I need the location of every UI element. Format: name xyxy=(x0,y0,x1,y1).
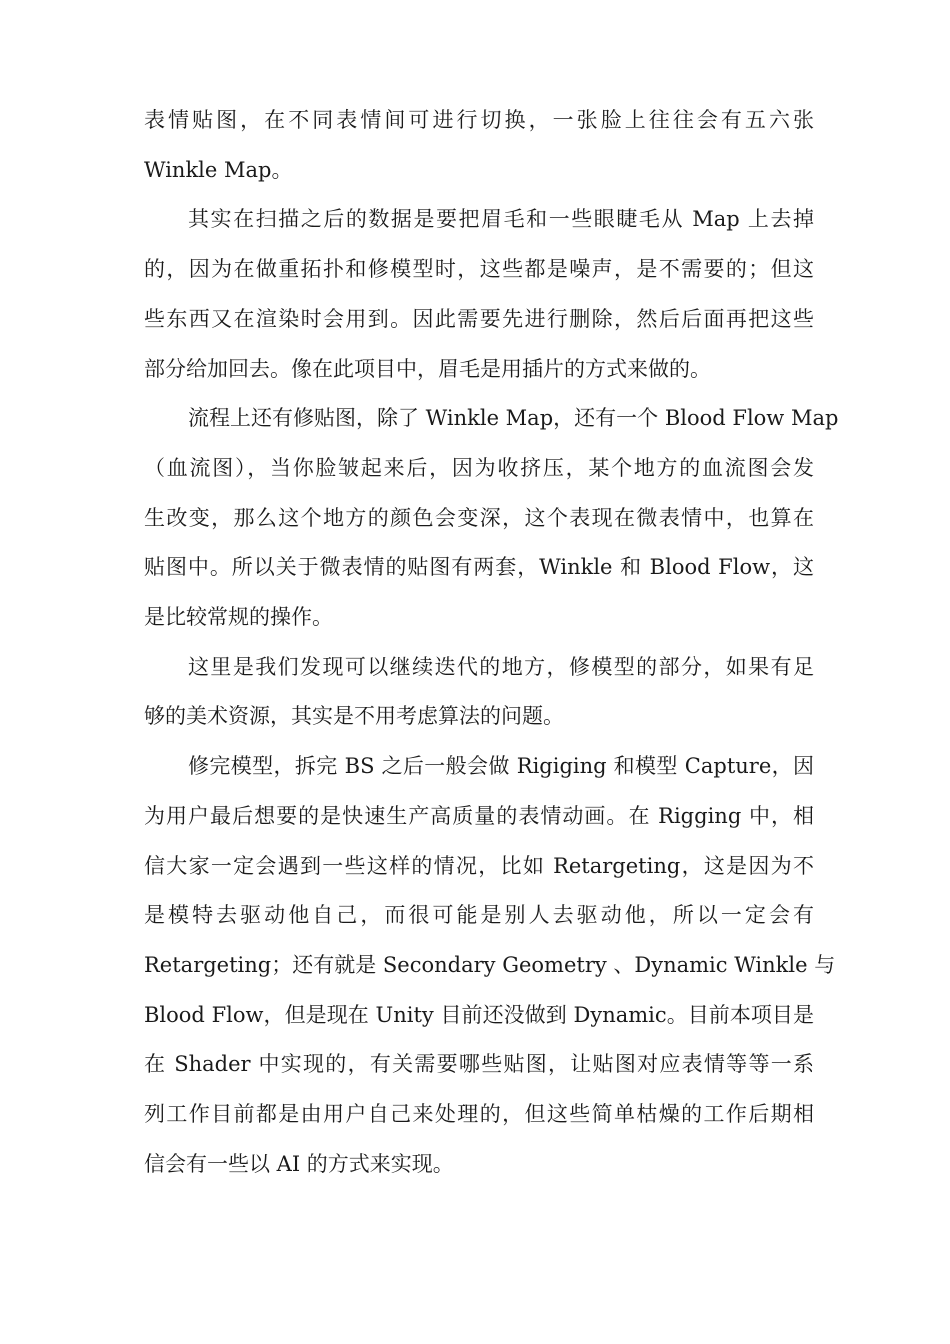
text-line: Retargeting；还有就是 Secondary Geometry 、Dynamic Winkle 与 xyxy=(144,952,836,977)
text-line: Winkle Map。 xyxy=(144,157,293,182)
paragraph-1 xyxy=(144,96,814,195)
text-line: 修完模型，拆完 BS 之后一般会做 Rigiging 和模型 Capture，因 xyxy=(188,754,814,779)
text-line: 这里是我们发现可以继续迭代的地方，修模型的部分，如果有足 xyxy=(188,654,814,679)
paragraph-5 xyxy=(144,742,836,1189)
paragraph-3 xyxy=(144,394,839,643)
text-line: 信会有一些以 AI 的方式来实现。 xyxy=(144,1151,454,1176)
text-line: 些东西又在渲染时会用到。因此需要先进行删除，然后后面再把这些 xyxy=(144,306,814,331)
text-line: 是比较常规的操作。 xyxy=(144,605,333,630)
text-line: （血流图），当你脸皱起来后，因为收挤压，某个地方的血流图会发 xyxy=(144,455,814,480)
text-line: 生改变，那么这个地方的颜色会变深，这个表现在微表情中，也算在 xyxy=(144,505,814,530)
paragraph-4 xyxy=(144,643,814,742)
text-line: 在 Shader 中实现的，有关需要哪些贴图，让贴图对应表情等等一系 xyxy=(144,1052,814,1077)
text-line: 信大家一定会遇到一些这样的情况，比如 Retargeting，这是因为不 xyxy=(144,853,814,878)
text-line: 是模特去驱动他自己，而很可能是别人去驱动他，所以一定会有 xyxy=(144,903,814,928)
text-line: 为用户最后想要的是快速生产高质量的表情动画。在 Rigging 中，相 xyxy=(144,803,814,828)
text-line: Blood Flow，但是现在 Unity 目前还没做到 Dynamic。目前本项目是 xyxy=(144,1002,814,1027)
text-line: 表情贴图，在不同表情间可进行切换，一张脸上往往会有五六张 xyxy=(144,108,814,132)
text-line: 列工作目前都是由用户自己来处理的，但这些简单枯燥的工作后期相 xyxy=(144,1102,814,1127)
text-line: 的，因为在做重拓扑和修模型时，这些都是噪声，是不需要的；但这 xyxy=(144,257,814,282)
text-line: 其实在扫描之后的数据是要把眉毛和一些眼睫毛从 Map 上去掉 xyxy=(188,207,814,232)
text-line: 够的美术资源，其实是不用考虑算法的问题。 xyxy=(144,704,564,729)
paragraph-2 xyxy=(144,195,814,394)
document-body xyxy=(144,96,839,1189)
text-line: 贴图中。所以关于微表情的贴图有两套，Winkle 和 Blood Flow，这 xyxy=(144,555,814,580)
text-line: 部分给加回去。像在此项目中，眉毛是用插片的方式来做的。 xyxy=(144,356,711,381)
text-line: 流程上还有修贴图，除了 Winkle Map，还有一个 Blood Flow Map xyxy=(188,406,839,431)
